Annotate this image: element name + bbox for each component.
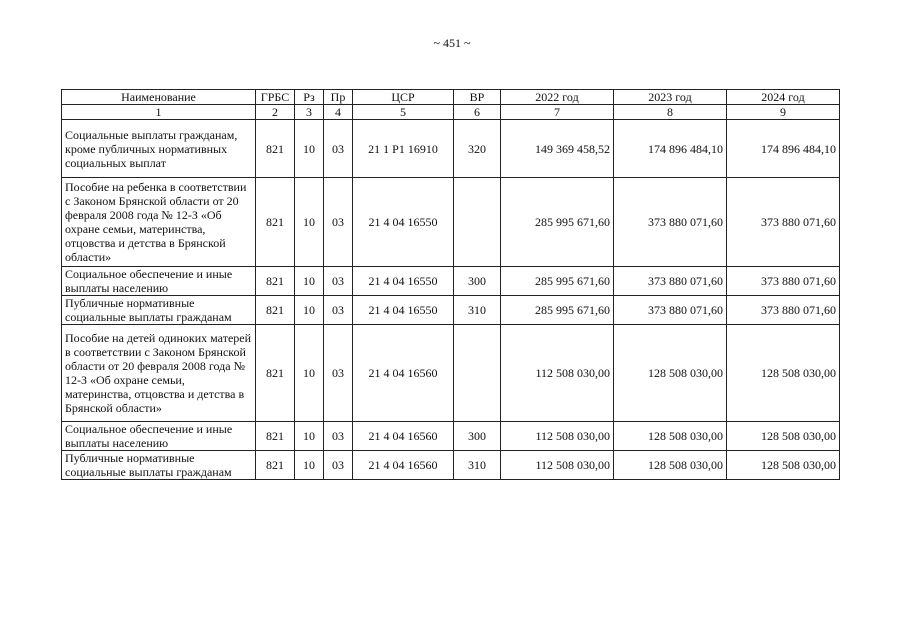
row-pr: 03	[324, 178, 353, 267]
column-number: 5	[353, 105, 454, 120]
header-csr: ЦСР	[353, 90, 454, 105]
row-name: Социальные выплаты гражданам, кроме публичных нормативных социальных выплат	[62, 120, 256, 178]
row-vr: 320	[454, 120, 501, 178]
column-number: 4	[324, 105, 353, 120]
row-pr: 03	[324, 451, 353, 480]
row-pr: 03	[324, 296, 353, 325]
row-vr	[454, 178, 501, 267]
row-rz: 10	[295, 178, 324, 267]
header-vr: ВР	[454, 90, 501, 105]
row-amount-2022: 112 508 030,00	[501, 325, 614, 422]
row-grbs: 821	[256, 267, 295, 296]
row-amount-2023: 174 896 484,10	[614, 120, 727, 178]
row-csr: 21 1 Р1 16910	[353, 120, 454, 178]
table-row	[62, 120, 840, 178]
column-number: 8	[614, 105, 727, 120]
row-amount-2023: 373 880 071,60	[614, 178, 727, 267]
column-number: 9	[727, 105, 840, 120]
row-rz: 10	[295, 325, 324, 422]
row-name: Публичные нормативные социальные выплаты гражданам	[62, 296, 256, 325]
row-rz: 10	[295, 267, 324, 296]
row-pr: 03	[324, 325, 353, 422]
row-amount-2023: 128 508 030,00	[614, 422, 727, 451]
row-amount-2024: 373 880 071,60	[727, 267, 840, 296]
header-row	[62, 90, 840, 105]
row-amount-2022: 285 995 671,60	[501, 178, 614, 267]
row-rz: 10	[295, 422, 324, 451]
page-number: ~ 451 ~	[433, 36, 471, 50]
row-name: Социальное обеспечение и иные выплаты населению	[62, 267, 256, 296]
row-pr: 03	[324, 422, 353, 451]
table-row	[62, 178, 840, 267]
row-pr: 03	[324, 267, 353, 296]
row-name: Пособие на ребенка в соответствии с Законом Брянской области от 20 февраля 2008 года № 12-З «Об охране семьи, материнства, отцовства и детства в Брянской области»	[62, 178, 256, 267]
row-amount-2023: 373 880 071,60	[614, 296, 727, 325]
row-csr: 21 4 04 16560	[353, 422, 454, 451]
row-name: Пособие на детей одиноких матерей в соответствии с Законом Брянской области от 20 февраля 2008 года № 12-З «Об охране семьи, материнства, отцовства и детства в Брянской области»	[62, 325, 256, 422]
row-rz: 10	[295, 451, 324, 480]
row-grbs: 821	[256, 178, 295, 267]
row-csr: 21 4 04 16550	[353, 178, 454, 267]
column-number: 3	[295, 105, 324, 120]
row-vr: 300	[454, 267, 501, 296]
header-2023: 2023 год	[614, 90, 727, 105]
row-csr: 21 4 04 16550	[353, 267, 454, 296]
row-amount-2024: 128 508 030,00	[727, 325, 840, 422]
row-amount-2022: 285 995 671,60	[501, 267, 614, 296]
header-2024: 2024 год	[727, 90, 840, 105]
row-name: Социальное обеспечение и иные выплаты населению	[62, 422, 256, 451]
row-amount-2022: 149 369 458,52	[501, 120, 614, 178]
header-rz: Рз	[295, 90, 324, 105]
table-row	[62, 451, 840, 480]
row-amount-2023: 128 508 030,00	[614, 451, 727, 480]
row-csr: 21 4 04 16560	[353, 325, 454, 422]
row-amount-2024: 128 508 030,00	[727, 422, 840, 451]
row-amount-2024: 128 508 030,00	[727, 451, 840, 480]
row-name: Публичные нормативные социальные выплаты гражданам	[62, 451, 256, 480]
header-2022: 2022 год	[501, 90, 614, 105]
row-pr: 03	[324, 120, 353, 178]
row-amount-2022: 285 995 671,60	[501, 296, 614, 325]
table-row	[62, 267, 840, 296]
table-row	[62, 422, 840, 451]
row-amount-2024: 373 880 071,60	[727, 178, 840, 267]
row-vr: 310	[454, 451, 501, 480]
row-vr: 300	[454, 422, 501, 451]
row-amount-2023: 128 508 030,00	[614, 325, 727, 422]
row-amount-2023: 373 880 071,60	[614, 267, 727, 296]
row-csr: 21 4 04 16550	[353, 296, 454, 325]
row-csr: 21 4 04 16560	[353, 451, 454, 480]
row-vr	[454, 325, 501, 422]
row-vr: 310	[454, 296, 501, 325]
row-grbs: 821	[256, 325, 295, 422]
row-grbs: 821	[256, 422, 295, 451]
table-row	[62, 296, 840, 325]
row-grbs: 821	[256, 451, 295, 480]
header-grbs: ГРБС	[256, 90, 295, 105]
row-amount-2024: 174 896 484,10	[727, 120, 840, 178]
header-name: Наименование	[62, 90, 256, 105]
column-number: 6	[454, 105, 501, 120]
row-amount-2022: 112 508 030,00	[501, 451, 614, 480]
row-rz: 10	[295, 296, 324, 325]
row-amount-2024: 373 880 071,60	[727, 296, 840, 325]
header-pr: Пр	[324, 90, 353, 105]
row-grbs: 821	[256, 296, 295, 325]
column-number-row	[62, 105, 840, 120]
row-grbs: 821	[256, 120, 295, 178]
column-number: 2	[256, 105, 295, 120]
table-row	[62, 325, 840, 422]
row-rz: 10	[295, 120, 324, 178]
budget-table	[61, 89, 840, 480]
column-number: 1	[62, 105, 256, 120]
row-amount-2022: 112 508 030,00	[501, 422, 614, 451]
column-number: 7	[501, 105, 614, 120]
